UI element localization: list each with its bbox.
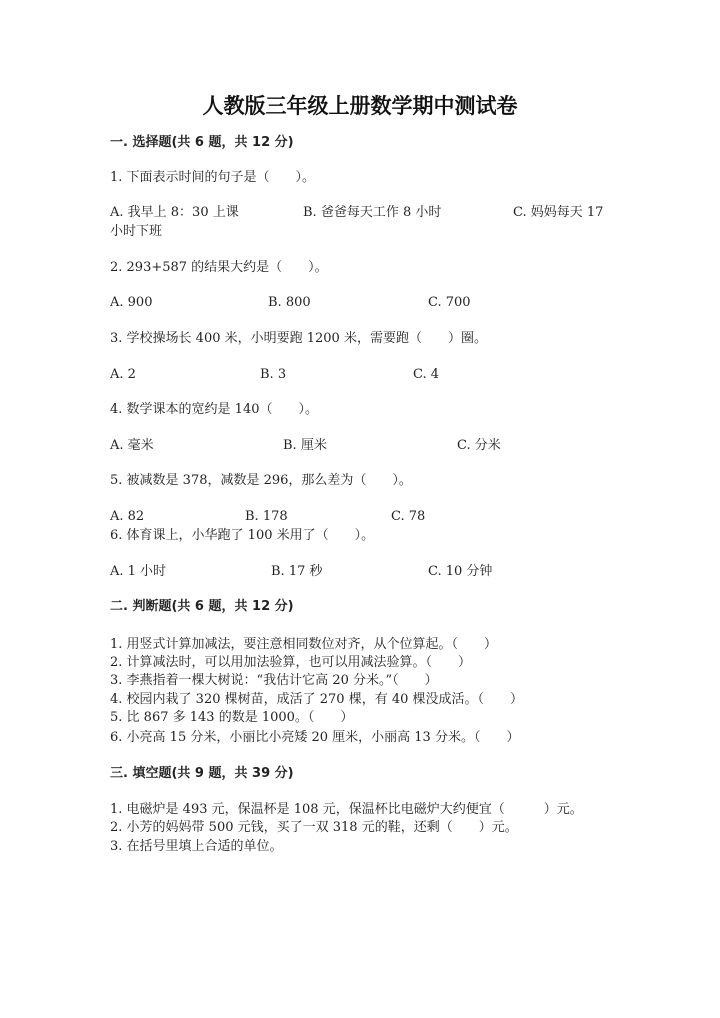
question-stem: 3. 学校操场长 400 米，小明要跑 1200 米，需要跑（ ）圈。 xyxy=(110,331,487,346)
section-heading-fill: 三. 填空题(共 9 题，共 39 分) xyxy=(110,766,294,781)
judgement-item: 2. 计算减法时，可以用加法验算，也可以用减法验算。（ ） xyxy=(110,655,472,670)
judgement-item: 5. 比 867 多 143 的数是 1000。（ ） xyxy=(110,710,354,725)
option-b: B. 厘米 xyxy=(283,438,327,453)
option-a: A. 2 xyxy=(110,367,136,382)
option-a: A. 毫米 xyxy=(110,438,154,453)
judgement-item: 4. 校园内栽了 320 棵树苗，成活了 270 棵，有 40 棵没成活。（ ） xyxy=(110,692,523,707)
option-b: B. 800 xyxy=(268,295,311,310)
option-a: A. 1 小时 xyxy=(110,564,167,579)
fill-item: 1. 电磁炉是 493 元，保温杯是 108 元，保温杯比电磁炉大约便宜（ ）元。 xyxy=(110,802,583,817)
section-heading-judgement: 二. 判断题(共 6 题，共 12 分) xyxy=(110,599,294,614)
option-b: B. 178 xyxy=(245,509,288,524)
option-c: C. 4 xyxy=(413,367,440,382)
option-c: C. 妈妈每天 17 xyxy=(513,205,604,220)
question-stem: 1. 下面表示时间的句子是（ ）。 xyxy=(110,170,316,185)
question-stem: 2. 293+587 的结果大约是（ ）。 xyxy=(110,260,328,275)
option-c: C. 78 xyxy=(391,509,426,524)
fill-item: 3. 在括号里填上合适的单位。 xyxy=(110,839,283,854)
judgement-item: 1. 用竖式计算加减法，要注意相同数位对齐，从个位算起。（ ） xyxy=(110,637,498,652)
question-stem: 4. 数学课本的宽约是 140（ ）。 xyxy=(110,402,318,417)
question-stem: 6. 体育课上，小华跑了 100 米用了（ ）。 xyxy=(110,528,375,543)
page-title: 人教版三年级上册数学期中测试卷 xyxy=(202,94,518,118)
option-c: C. 700 xyxy=(428,295,471,310)
fill-item: 2. 小芳的妈妈带 500 元钱，买了一双 318 元的鞋，还剩（ ）元。 xyxy=(110,820,518,835)
option-b: B. 3 xyxy=(260,367,287,382)
option-a: A. 900 xyxy=(110,295,153,310)
judgement-item: 3. 李燕指着一棵大树说：“我估计它高 20 分米。”（ ） xyxy=(110,673,438,688)
section-heading-choice: 一. 选择题(共 6 题，共 12 分) xyxy=(110,135,294,150)
option-a: A. 我早上 8：30 上课 xyxy=(110,205,239,220)
option-c-wrap: 小时下班 xyxy=(110,224,163,239)
option-b: B. 爸爸每天工作 8 小时 xyxy=(303,205,442,220)
question-stem: 5. 被减数是 378，减数是 296，那么差为（ ）。 xyxy=(110,473,412,488)
judgement-item: 6. 小亮高 15 分米，小丽比小亮矮 20 厘米，小丽高 13 分米。（ ） xyxy=(110,730,520,745)
option-c: C. 10 分钟 xyxy=(428,564,493,579)
option-a: A. 82 xyxy=(110,509,145,524)
option-b: B. 17 秒 xyxy=(271,564,323,579)
option-c: C. 分米 xyxy=(457,438,501,453)
